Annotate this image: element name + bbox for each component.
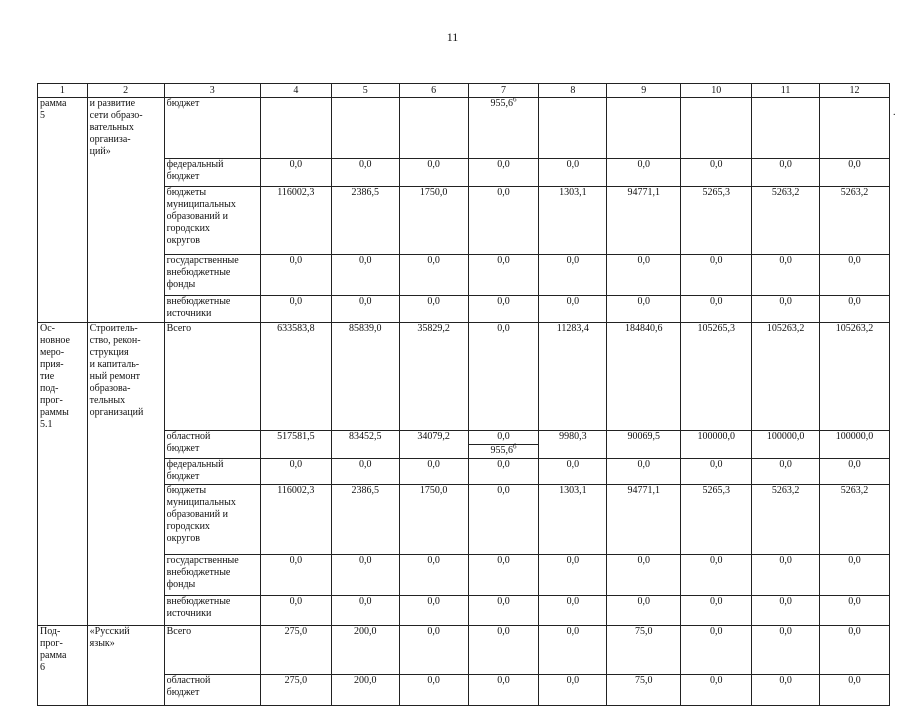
program-name-cell: [87, 295, 164, 322]
value-cell: 0,0: [399, 158, 468, 186]
funding-source-cell: государственные внебюджетные фонды: [164, 254, 260, 295]
value-cell: 11283,4: [539, 322, 607, 431]
value-cell: 0,0: [820, 626, 890, 675]
value-cell: 0,0: [331, 555, 399, 596]
table-row: [38, 322, 890, 431]
value-cell: 0,0: [607, 295, 681, 322]
value-cell: 34079,2: [399, 431, 468, 459]
value-cell: 517581,5: [260, 431, 331, 459]
value-cell: 100000,0: [820, 431, 890, 459]
value-cell: 0,0: [331, 158, 399, 186]
footnote-mark: 6: [512, 97, 517, 104]
header-cell: 1: [38, 84, 88, 98]
value-cell: 955,6$^6$: [468, 98, 539, 159]
value-cell: 0,0: [399, 596, 468, 626]
value-cell: 75,0: [607, 626, 681, 675]
value-cell: 0,0: [820, 674, 890, 705]
value-cell: 0,0: [752, 596, 820, 626]
value-cell: 200,0: [331, 674, 399, 705]
value-cell: 0,0: [681, 459, 752, 485]
value-cell: 0,0: [681, 254, 752, 295]
value-cell: 105265,3: [681, 322, 752, 431]
page-number: 11: [446, 30, 459, 44]
program-cell: [38, 555, 88, 596]
program-name-cell: [87, 596, 164, 626]
program-cell: [38, 431, 88, 459]
funding-source-cell: бюджет: [164, 98, 260, 159]
table-row: [38, 295, 890, 322]
value-cell: 75,0: [607, 674, 681, 705]
value-cell: 116002,3: [260, 186, 331, 254]
program-name-cell: [87, 459, 164, 485]
value-cell: 0,0: [681, 158, 752, 186]
value-cell: 0,0: [468, 674, 539, 705]
funding-source-cell: областной бюджет: [164, 431, 260, 459]
table-row: [38, 254, 890, 295]
value-cell: 94771,1: [607, 485, 681, 555]
program-cell: [38, 295, 88, 322]
table-row: [38, 596, 890, 626]
value-cell: 0,0: [752, 555, 820, 596]
value-cell: 0,0: [331, 295, 399, 322]
funding-source-cell: внебюджетные источники: [164, 596, 260, 626]
table-row: [38, 431, 890, 459]
value-cell: 105263,2: [820, 322, 890, 431]
value-cell: 0,0: [820, 596, 890, 626]
value-cell: 100000,0: [752, 431, 820, 459]
program-name-cell: [87, 555, 164, 596]
table-row: [38, 459, 890, 485]
value-cell: 0,0: [468, 555, 539, 596]
value-cell: 100000,0: [681, 431, 752, 459]
value-cell: 5265,3: [681, 485, 752, 555]
value-cell: 0,0: [539, 674, 607, 705]
value-cell: 0,0: [331, 254, 399, 295]
value-cell: 0,0: [681, 555, 752, 596]
value-cell: [399, 98, 468, 159]
funding-source-cell: государственные внебюджетные фонды: [164, 555, 260, 596]
value-cell: 0,0: [752, 158, 820, 186]
value-cell: 83452,5: [331, 431, 399, 459]
table-row: [38, 674, 890, 705]
table-row: [38, 555, 890, 596]
value-cell: 0,0: [681, 596, 752, 626]
table-row: [38, 186, 890, 254]
value-cell: 2386,5: [331, 186, 399, 254]
header-cell: 11: [752, 84, 820, 98]
program-cell: [38, 485, 88, 555]
value-cell: 633583,8: [260, 322, 331, 431]
value-cell: 0,0: [260, 555, 331, 596]
program-cell: Под- прог- рамма 6: [38, 626, 88, 675]
value-cell: 0,0: [820, 555, 890, 596]
value-cell: 35829,2: [399, 322, 468, 431]
footnote-mark: 6: [512, 442, 517, 451]
value-cell: 0,0: [539, 254, 607, 295]
value-cell: 116002,3: [260, 485, 331, 555]
value-cell: 0,0: [468, 596, 539, 626]
value-cell: 0,0: [607, 596, 681, 626]
program-cell: [38, 254, 88, 295]
program-name-cell: [87, 186, 164, 254]
value-cell: [820, 98, 890, 159]
value-cell: 0,0: [468, 186, 539, 254]
header-row: [38, 84, 890, 98]
value-main: 0,0: [497, 431, 510, 442]
value-cell: 184840,6: [607, 322, 681, 431]
value-cell: 5265,3: [681, 186, 752, 254]
table-row: [38, 626, 890, 675]
table-row: [38, 158, 890, 186]
funding-source-cell: Всего: [164, 322, 260, 431]
value-cell: 200,0: [331, 626, 399, 675]
program-cell: [38, 186, 88, 254]
program-cell: [38, 596, 88, 626]
value-cell: 0,0: [399, 555, 468, 596]
value-cell: 0,0: [260, 158, 331, 186]
value-cell: 5263,2: [820, 485, 890, 555]
value-cell: 0,0: [331, 459, 399, 485]
value-cell: 0,0: [468, 459, 539, 485]
value-cell: 0,0: [681, 674, 752, 705]
value-cell: 0,0: [607, 459, 681, 485]
value-cell: 5263,2: [752, 485, 820, 555]
value-cell: 0,0: [752, 459, 820, 485]
value-cell: 0,0: [539, 459, 607, 485]
funding-source-cell: внебюджетные источники: [164, 295, 260, 322]
value-cell: 0,0: [399, 674, 468, 705]
value-cell: 0,0: [607, 254, 681, 295]
value-cell: 0,0: [539, 295, 607, 322]
value-cell: 0,0: [539, 555, 607, 596]
funding-source-cell: бюджеты муниципальных образований и городских округов: [164, 485, 260, 555]
value-cell: 0,0: [399, 295, 468, 322]
value-cell: 9980,3: [539, 431, 607, 459]
value-cell: 85839,0: [331, 322, 399, 431]
value-cell: 0,0: [260, 295, 331, 322]
header-cell: 12: [820, 84, 890, 98]
program-cell: Ос- новное меро- прия- тие под- прог- раммы 5.1: [38, 322, 88, 431]
value-cell: 5263,2: [820, 186, 890, 254]
value-extra: 955,6$^6$: [469, 444, 539, 457]
program-name-cell: [87, 485, 164, 555]
value-cell: 94771,1: [607, 186, 681, 254]
value-cell: 0,0: [539, 626, 607, 675]
program-cell: рамма 5: [38, 98, 88, 159]
value-cell: 0,0: [399, 459, 468, 485]
header-cell: 8: [539, 84, 607, 98]
program-name-cell: [87, 431, 164, 459]
header-cell: 9: [607, 84, 681, 98]
value-cell: 275,0: [260, 626, 331, 675]
program-cell: [38, 459, 88, 485]
funding-source-cell: бюджеты муниципальных образований и городских округов: [164, 186, 260, 254]
value-cell: 90069,5: [607, 431, 681, 459]
table-body: [38, 84, 890, 706]
funding-source-cell: областной бюджет: [164, 674, 260, 705]
header-cell: 3: [164, 84, 260, 98]
value-cell: 0,0: [331, 596, 399, 626]
value-cell: 1750,0: [399, 186, 468, 254]
value-cell: 1303,1: [539, 485, 607, 555]
value-cell: 0,0: [820, 459, 890, 485]
value-cell: 0,0: [399, 254, 468, 295]
value-cell: 0,0: [468, 626, 539, 675]
value-cell: 0,0: [260, 459, 331, 485]
value-cell: [752, 98, 820, 159]
value-cell: 275,0: [260, 674, 331, 705]
program-name-cell: [87, 158, 164, 186]
table-row: [38, 98, 890, 159]
program-cell: [38, 674, 88, 705]
funding-source-cell: Всего: [164, 626, 260, 675]
value-cell: [607, 98, 681, 159]
budget-table: [37, 83, 890, 706]
value-cell: 0,0: [820, 158, 890, 186]
program-name-cell: [87, 254, 164, 295]
funding-source-cell: федеральный бюджет: [164, 459, 260, 485]
value-cell: 0,0: [607, 555, 681, 596]
value-cell: [681, 98, 752, 159]
value-cell: 0,0: [820, 295, 890, 322]
program-name-cell: и развитие сети образо- вательных организа- ций»: [87, 98, 164, 159]
header-cell: 2: [87, 84, 164, 98]
value-cell: 0,0: [468, 322, 539, 431]
header-cell: 5: [331, 84, 399, 98]
value-cell: 0,0: [260, 254, 331, 295]
program-cell: [38, 158, 88, 186]
value-cell: 0,0: [399, 626, 468, 675]
value-cell: 1303,1: [539, 186, 607, 254]
value-cell: 0,0: [539, 158, 607, 186]
value-cell: 0,0: [752, 674, 820, 705]
value-cell: 1750,0: [399, 485, 468, 555]
value-cell: 0,0: [752, 295, 820, 322]
program-name-cell: Строитель- ство, рекон- струкция и капиталь- ный ремонт образова- тельных организаций: [87, 322, 164, 431]
header-cell: 4: [260, 84, 331, 98]
value-cell: 0,0: [260, 596, 331, 626]
program-name-cell: [87, 674, 164, 705]
value-cell: 0,0: [607, 158, 681, 186]
funding-source-cell: федеральный бюджет: [164, 158, 260, 186]
value-cell: 0,0: [539, 596, 607, 626]
value-cell: 105263,2: [752, 322, 820, 431]
value-cell: 5263,2: [752, 186, 820, 254]
value-cell: [331, 98, 399, 159]
value-cell: 0,0: [468, 158, 539, 186]
value-cell: [539, 98, 607, 159]
value-cell: [260, 98, 331, 159]
header-cell: 6: [399, 84, 468, 98]
value-cell: 0,0: [681, 295, 752, 322]
value-cell: 0,0: [681, 626, 752, 675]
value-cell: 2386,5: [331, 485, 399, 555]
header-cell: 10: [681, 84, 752, 98]
value-cell: 0,0: [468, 254, 539, 295]
program-name-cell: «Русский язык»: [87, 626, 164, 675]
value-cell: 0,0: [752, 626, 820, 675]
value-cell: 0,0: [468, 295, 539, 322]
value-cell: 0,0: [468, 485, 539, 555]
value-cell: 0,0: [820, 254, 890, 295]
header-cell: 7: [468, 84, 539, 98]
margin-mark: .: [893, 107, 896, 118]
table-row: [38, 485, 890, 555]
value-cell: [468, 431, 539, 459]
value-cell: 0,0: [752, 254, 820, 295]
